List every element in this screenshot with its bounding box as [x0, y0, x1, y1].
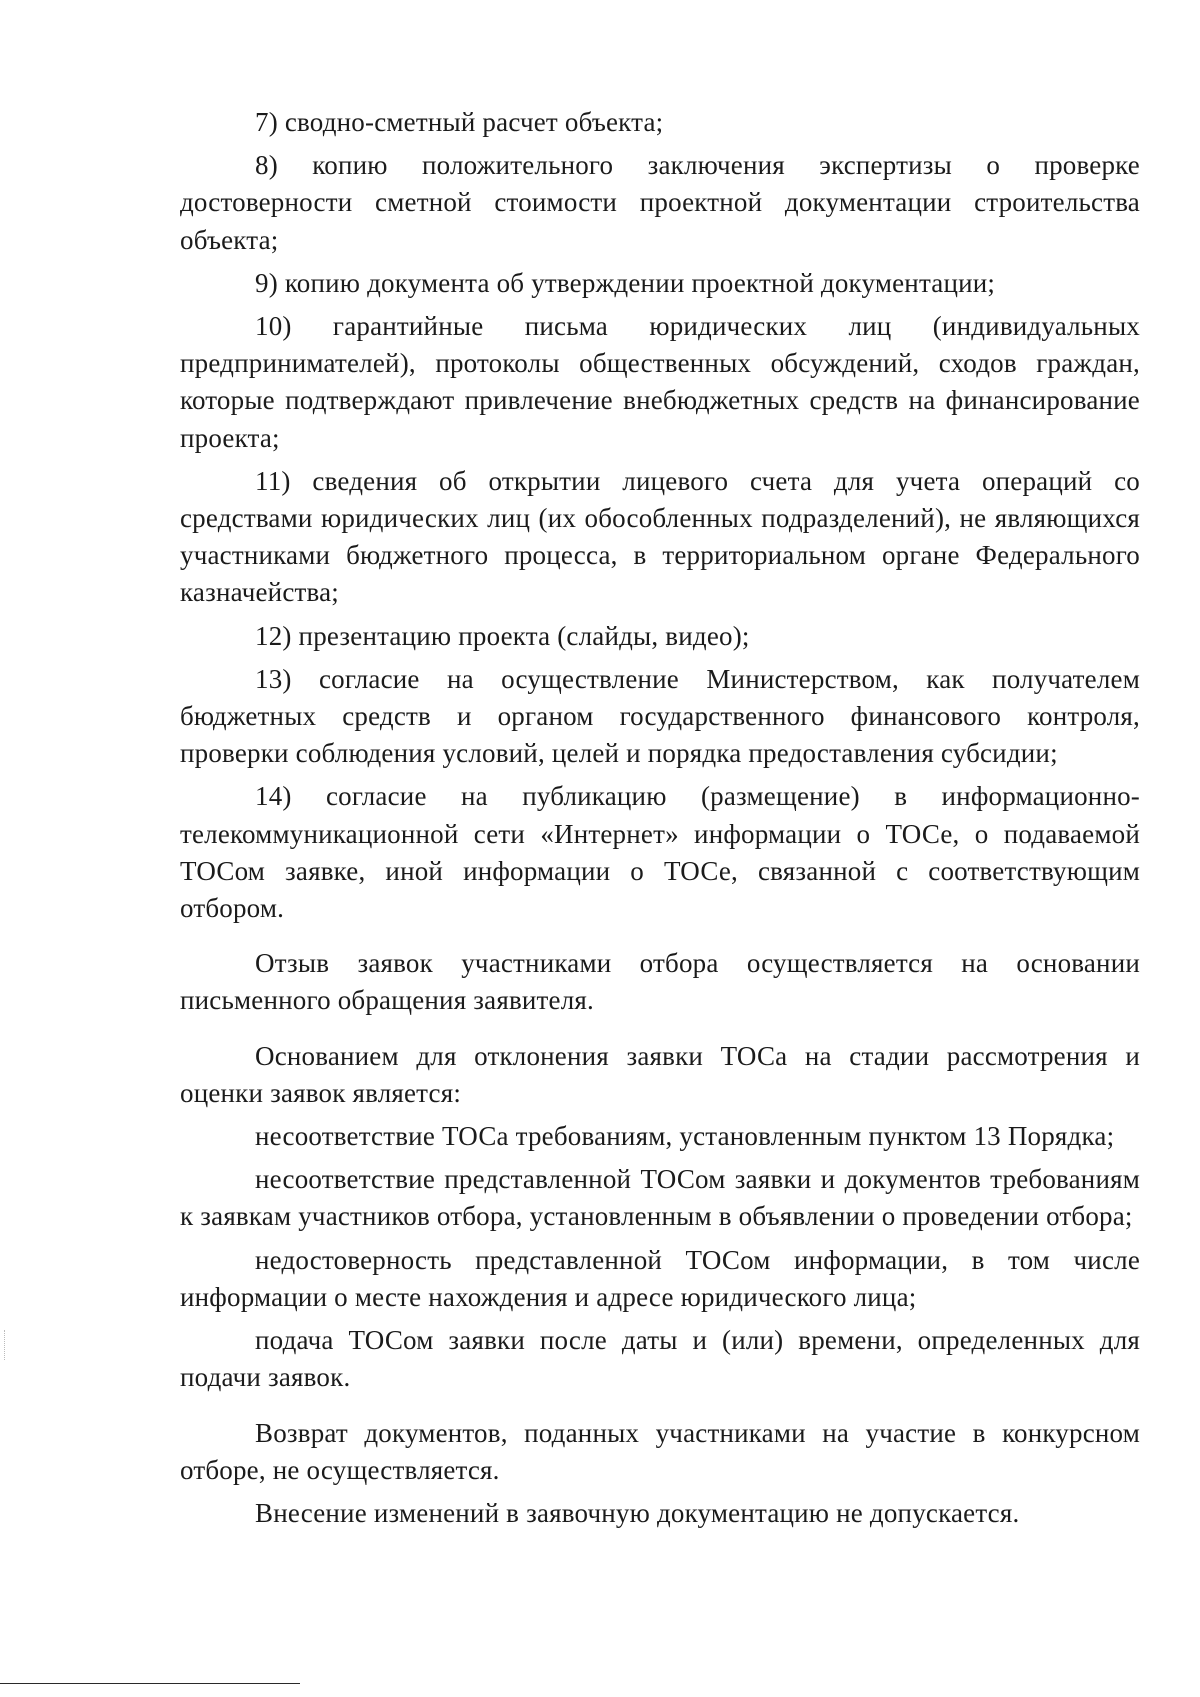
list-item-12: 12) презентацию проекта (слайды, видео);: [255, 620, 750, 651]
list-item-9: 9) копию документа об утверждении проектной документации;: [255, 267, 996, 298]
list-item-10: 10) гарантийные письма юридических лиц (индивидуальных предпринимателей), протоколы общественных обсуждений, сходов граждан, которые подтверждают привлечение внебюджетных средств на финансирование проекта;: [180, 311, 1140, 453]
list-item-7: 7) сводно-сметный расчет объекта;: [255, 107, 664, 137]
scan-bottom-rule: [0, 1683, 300, 1684]
rejection-ground-4: подача ТОСом заявки после даты и (или) времени, определенных для подачи заявок.: [180, 1325, 1140, 1393]
rejection-ground-3: недостоверность представленной ТОСом информации, в том числе информации о месте нахождения и адресе юридического лица;: [180, 1244, 1140, 1312]
list-item-13: 13) согласие на осуществление Министерством, как получателем бюджетных средств и органом государственного финансового контроля, проверки соблюдения условий, целей и порядка предоставления субсидии;: [180, 663, 1140, 769]
list-item-11: 11) сведения об открытии лицевого счета для учета операций со средствами юридических лиц (их обособленных подразделений), не являющихся участниками бюджетного процесса, в территориальном органе Федерального казначейства;: [180, 465, 1140, 608]
rejection-ground-1: несоответствие ТОСа требованиям, установленным пунктом 13 Порядка;: [255, 1121, 1115, 1152]
paragraph-document-return: Возврат документов, поданных участниками на участие в конкурсном отборе, не осуществляется.: [180, 1417, 1140, 1485]
paragraph-no-changes: Внесение изменений в заявочную документацию не допускается.: [255, 1497, 1020, 1528]
paragraph-rejection-grounds: Основанием для отклонения заявки ТОСа на стадии рассмотрения и оценки заявок является:: [180, 1040, 1140, 1108]
paragraph-withdrawal: Отзыв заявок участниками отбора осуществляется на основании письменного обращения заявителя.: [180, 948, 1140, 1016]
document-body: [180, 104, 1140, 1538]
list-item-14: 14) согласие на публикацию (размещение) в информационно-телекоммуникационной сети «Интернет» информации о ТОСе, о подаваемой ТОСом заявке, иной информации о ТОСе, связанной с соответствующим отбором.: [180, 781, 1140, 924]
scan-margin-mark: [4, 1330, 7, 1360]
rejection-ground-2: несоответствие представленной ТОСом заявки и документов требованиям к заявкам участников отбора, установленным в объявлении о проведении отбора;: [180, 1164, 1140, 1232]
list-item-8: 8) копию положительного заключения экспертизы о проверке достоверности сметной стоимости проектной документации строительства объекта;: [180, 150, 1140, 255]
